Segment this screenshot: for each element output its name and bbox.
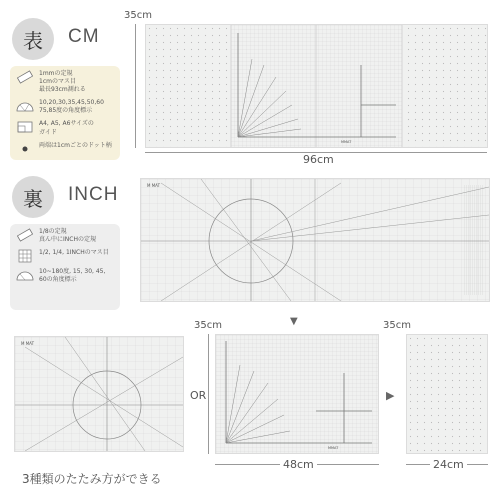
right-arrow-icon: ▶ — [386, 389, 395, 402]
front-mat-graphic — [146, 25, 487, 147]
feature-row: 1mmの定規 1cmのマス目 最長93cm測れる — [16, 70, 114, 94]
or-label: OR — [190, 389, 207, 402]
feature-row: 1/2, 1/4, 1INCHのマス目 — [16, 249, 114, 263]
feature-row: 両端は1cmごとのドット柄 — [16, 142, 114, 156]
front-side-tag: 表 — [12, 18, 54, 60]
back-features-box — [10, 224, 120, 310]
dot-icon — [16, 142, 34, 156]
front-mat — [145, 24, 488, 148]
feature-row: 10~180度, 15, 30, 45, 60の角度標示 — [16, 268, 114, 284]
page-size-icon — [16, 120, 34, 134]
front-features-box — [10, 66, 120, 160]
folding-caption: 3種類のたたみ方ができる — [22, 472, 162, 486]
feature-row: 10,20,30,35,45,50,60 75,85度の角度標示 — [16, 99, 114, 115]
front-width-label: 96cm — [300, 153, 337, 166]
feature-row: 1/8の定規 真ん中にINCHの定規 — [16, 228, 114, 244]
front-height-label: 35cm — [124, 10, 152, 21]
svg-text:MMAT: MMAT — [341, 140, 352, 144]
svg-text:M MAT: M MAT — [21, 341, 35, 346]
mid-width-label: 48cm — [280, 458, 317, 471]
folded-mat-medium — [215, 334, 379, 454]
back-unit-heading: INCH — [68, 184, 119, 205]
back-side-tag: 裏 — [12, 176, 54, 218]
folded-mat-small-graphic — [15, 337, 183, 451]
right-width-label: 24cm — [430, 458, 467, 471]
folded-mat-narrow-graphic — [407, 335, 487, 453]
right-height-label: 35cm — [383, 320, 411, 331]
ruler-icon — [16, 228, 34, 242]
down-arrow-icon: ▼ — [290, 316, 298, 327]
svg-text:MMAT: MMAT — [328, 446, 339, 450]
protractor-icon — [16, 268, 34, 282]
grid-icon — [16, 249, 34, 263]
mid-height-label: 35cm — [194, 320, 222, 331]
folded-mat-medium-graphic — [216, 335, 378, 453]
folded-mat-small — [14, 336, 184, 452]
front-height-line — [135, 24, 136, 148]
folded-mat-narrow — [406, 334, 488, 454]
front-unit-heading: CM — [68, 26, 100, 47]
ruler-icon — [16, 70, 34, 84]
back-mat — [140, 178, 490, 302]
feature-row: A4, A5, A6サイズの ガイド — [16, 120, 114, 136]
protractor-icon — [16, 99, 34, 113]
svg-text:M MAT: M MAT — [147, 183, 161, 188]
back-mat-graphic — [141, 179, 489, 301]
mid-height-line — [208, 334, 209, 454]
